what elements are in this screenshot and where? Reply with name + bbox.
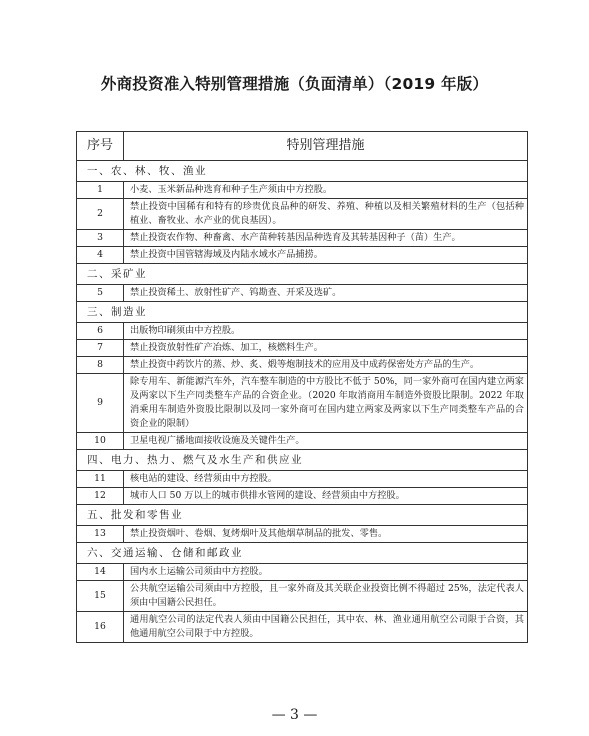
- section-heading-row: [77, 505, 528, 526]
- section-heading-row: [77, 302, 528, 323]
- table-row: [77, 433, 528, 450]
- section-heading: 二、采矿业: [77, 264, 528, 285]
- table-row: [77, 340, 528, 357]
- table-row: [77, 581, 528, 612]
- section-heading: 六、交通运输、仓储和邮政业: [77, 543, 528, 564]
- section-heading: 四、电力、热力、燃气及水生产和供应业: [77, 450, 528, 471]
- row-measure-text: 禁止投资稀土、放射性矿产、钨勘查、开采及选矿。: [124, 285, 528, 302]
- row-serial-number: 13: [77, 526, 124, 543]
- row-measure-text: 禁止投资中国稀有和特有的珍贵优良品种的研发、养殖、种植以及相关繁殖材料的生产（包括种植业、畜牧业、水产业的优良基因）。: [124, 199, 528, 230]
- header-serial-number: 序号: [77, 132, 124, 161]
- row-measure-text: 小麦、玉米新品种选育和种子生产须由中方控股。: [124, 182, 528, 199]
- table-row: [77, 182, 528, 199]
- row-serial-number: 6: [77, 323, 124, 340]
- table-row: [77, 323, 528, 340]
- section-heading-row: [77, 161, 528, 182]
- row-serial-number: 14: [77, 564, 124, 581]
- table-row: [77, 488, 528, 505]
- table-row: [77, 612, 528, 643]
- page-number: — 3 —: [271, 707, 318, 723]
- row-measure-text: 卫星电视广播地面接收设施及关键件生产。: [124, 433, 528, 450]
- section-heading-row: [77, 450, 528, 471]
- table-row: [77, 230, 528, 247]
- table-row: [77, 199, 528, 230]
- section-heading: 三、制造业: [77, 302, 528, 323]
- row-serial-number: 9: [77, 374, 124, 433]
- table-body: [77, 161, 528, 643]
- row-measure-text: 禁止投资放射性矿产冶炼、加工，核燃料生产。: [124, 340, 528, 357]
- row-measure-text: 通用航空公司的法定代表人须由中国籍公民担任，其中农、林、渔业通用航空公司限于合资，其他通用航空公司限于中方控股。: [124, 612, 528, 643]
- row-serial-number: 2: [77, 199, 124, 230]
- row-measure-text: 禁止投资中国管辖海域及内陆水域水产品捕捞。: [124, 247, 528, 264]
- row-serial-number: 8: [77, 357, 124, 374]
- row-serial-number: 11: [77, 471, 124, 488]
- header-special-measures: 特别管理措施: [124, 132, 528, 161]
- negative-list-table: [76, 131, 528, 643]
- page-title: 外商投资准入特别管理措施（负面清单）（2019 年版）: [100, 75, 489, 93]
- row-measure-text: 禁止投资烟叶、卷烟、复烤烟叶及其他烟草制品的批发、零售。: [124, 526, 528, 543]
- section-heading: 一、农、林、牧、渔业: [77, 161, 528, 182]
- row-measure-text: 除专用车、新能源汽车外，汽车整车制造的中方股比不低于 50%，同一家外商可在国内建立两家及两家以下生产同类整车产品的合资企业。（2020 年取消商用车制造外资股比限制。2022 年取消乘用车制造外资股比限制以及同一家外商可在国内建立两家及两家以下生产同类整车产品的合资企业的限制）: [124, 374, 528, 433]
- section-heading: 五、批发和零售业: [77, 505, 528, 526]
- row-serial-number: 12: [77, 488, 124, 505]
- row-measure-text: 城市人口 50 万以上的城市供排水管网的建设、经营须由中方控股。: [124, 488, 528, 505]
- row-measure-text: 出版物印刷须由中方控股。: [124, 323, 528, 340]
- row-serial-number: 15: [77, 581, 124, 612]
- table-row: [77, 526, 528, 543]
- row-measure-text: 禁止投资农作物、种畜禽、水产苗种转基因品种选育及其转基因种子（苗）生产。: [124, 230, 528, 247]
- table-row: [77, 471, 528, 488]
- section-heading-row: [77, 543, 528, 564]
- table-row: [77, 564, 528, 581]
- row-serial-number: 7: [77, 340, 124, 357]
- table-header-row: [77, 132, 528, 161]
- section-heading-row: [77, 264, 528, 285]
- row-measure-text: 国内水上运输公司须由中方控股。: [124, 564, 528, 581]
- row-measure-text: 禁止投资中药饮片的蒸、炒、炙、煅等炮制技术的应用及中成药保密处方产品的生产。: [124, 357, 528, 374]
- table-row: [77, 285, 528, 302]
- row-serial-number: 16: [77, 612, 124, 643]
- table-row: [77, 247, 528, 264]
- row-serial-number: 1: [77, 182, 124, 199]
- row-serial-number: 4: [77, 247, 124, 264]
- row-serial-number: 3: [77, 230, 124, 247]
- row-serial-number: 5: [77, 285, 124, 302]
- table-row: [77, 374, 528, 433]
- row-measure-text: 核电站的建设、经营须由中方控股。: [124, 471, 528, 488]
- row-serial-number: 10: [77, 433, 124, 450]
- row-measure-text: 公共航空运输公司须由中方控股，且一家外商及其关联企业投资比例不得超过 25%，法定代表人须由中国籍公民担任。: [124, 581, 528, 612]
- table-row: [77, 357, 528, 374]
